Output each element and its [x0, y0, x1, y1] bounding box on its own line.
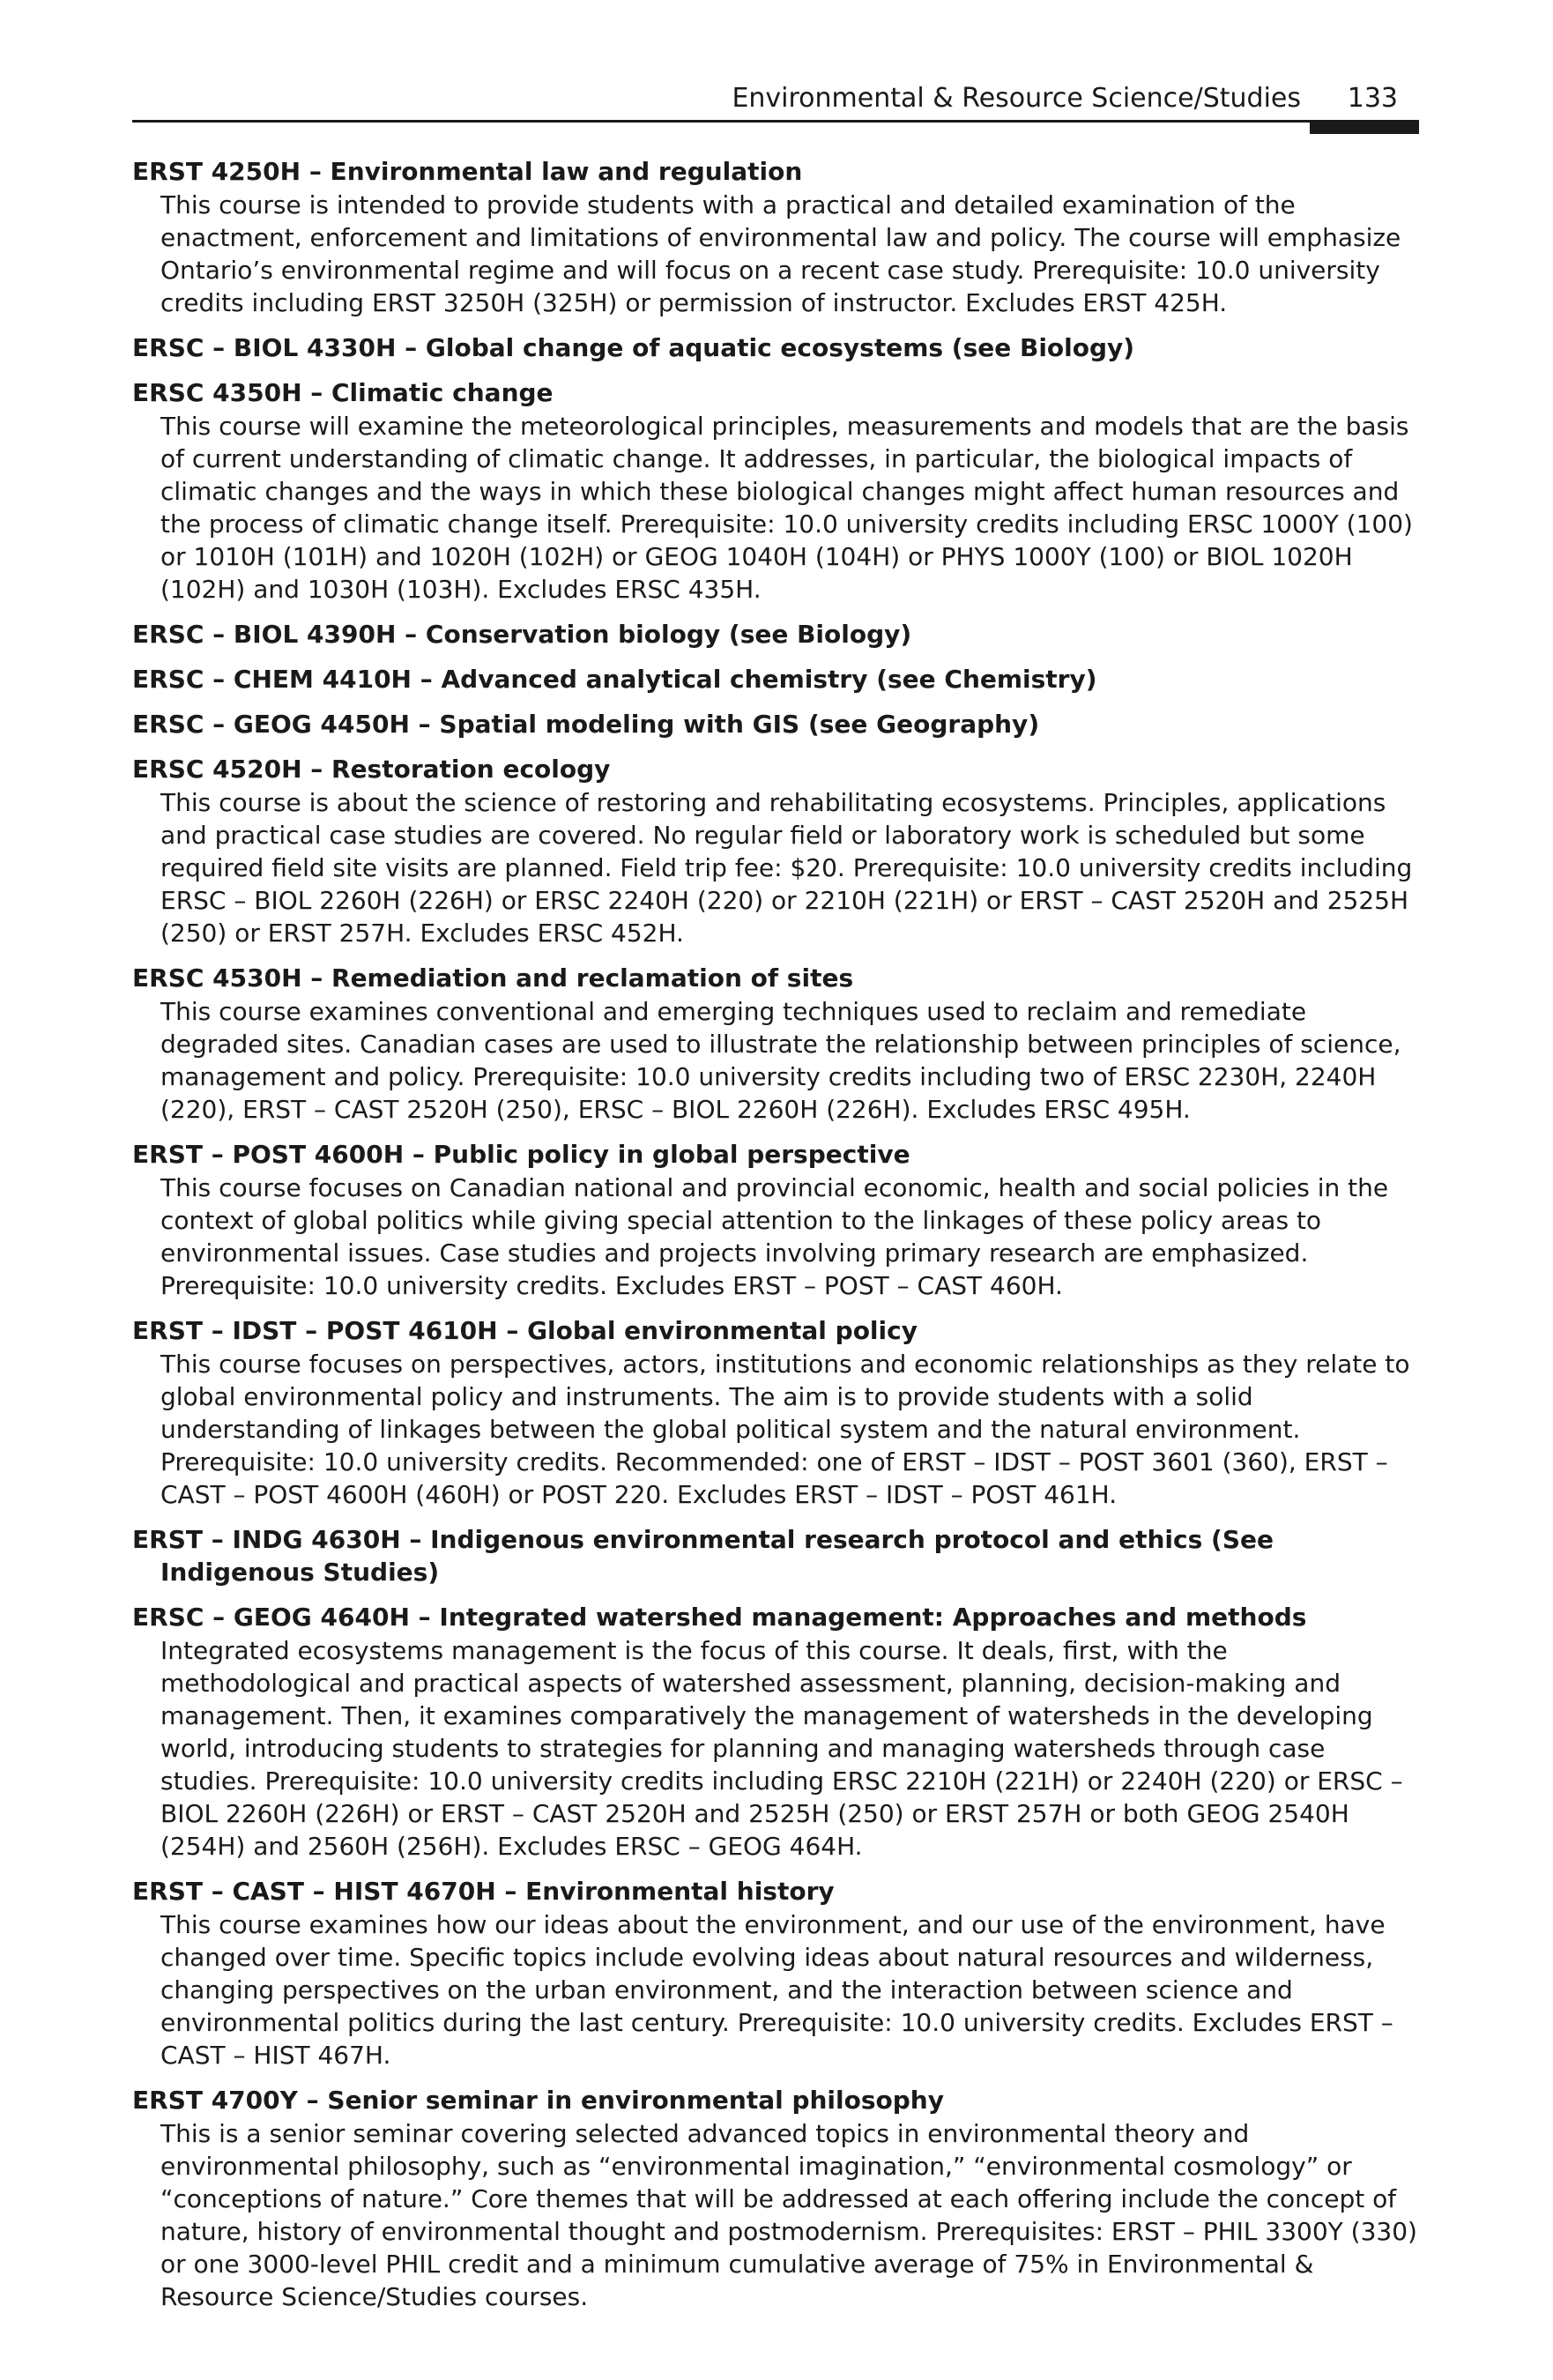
section-title: Environmental & Resource Science/Studies	[732, 83, 1301, 114]
course-description: This is a senior seminar covering selected advanced topics in environmental theory and environmental philosophy, such as “environmental imagination,” “environmental cosmology” or “conceptions of nature.” Core themes that will be addressed at each offering include the concept of nature, history of environmental thought and postmodernism. Prerequisites: ERST – PHIL 3300Y (330) or one 3000-level PHIL credit and a minimum cumulative average of 75% in Environmental & Resource Science/Studies courses.	[160, 2119, 1417, 2311]
course-title: ERSC – BIOL 4330H – Global change of aquatic ecosystems (see Biology)	[132, 333, 1135, 362]
course-entry	[132, 962, 1419, 1126]
course-title: ERST – IDST – POST 4610H – Global environmental policy	[132, 1316, 918, 1345]
course-entry	[132, 1138, 1419, 1302]
course-entry	[132, 376, 1419, 606]
course-title: ERST – INDG 4630H – Indigenous environmental research protocol and ethics (See Indigenous Studies)	[132, 1525, 1274, 1587]
course-title: ERSC 4530H – Remediation and reclamation of sites	[132, 963, 854, 993]
course-description: Integrated ecosystems management is the focus of this course. It deals, first, with the methodological and practical aspects of watershed assessment, planning, decision-making and management. Then, it examines comparatively the management of watersheds in the developing world, introducing students to strategies for planning and managing watersheds through case studies. Prerequisite: 10.0 university credits including ERSC 2210H (221H) or 2240H (220) or ERSC – BIOL 2260H (226H) or ERST – CAST 2520H and 2525H (250) or ERST 257H or both GEOG 2540H (254H) and 2560H (256H). Excludes ERSC – GEOG 464H.	[160, 1636, 1403, 1861]
course-title: ERST – CAST – HIST 4670H – Environmental history	[132, 1877, 835, 1906]
course-description: This course will examine the meteorological principles, measurements and models that are the basis of current understanding of climatic change. It addresses, in particular, the biological impacts of climatic changes and the ways in which these biological changes might affect human resources and the process of climatic change itself. Prerequisite: 10.0 university credits including ERSC 1000Y (100) or 1010H (101H) and 1020H (102H) or GEOG 1040H (104H) or PHYS 1000Y (100) or BIOL 1020H (102H) and 1030H (103H). Excludes ERSC 435H.	[160, 412, 1413, 604]
course-title: ERSC 4520H – Restoration ecology	[132, 755, 611, 784]
course-entry	[132, 1601, 1419, 1863]
course-title: ERSC – CHEM 4410H – Advanced analytical chemistry (see Chemistry)	[132, 665, 1097, 694]
course-entry	[132, 155, 1419, 319]
course-entry	[132, 2084, 1419, 2313]
course-title: ERST – POST 4600H – Public policy in global perspective	[132, 1140, 910, 1169]
course-title: ERSC – GEOG 4640H – Integrated watershed management: Approaches and methods	[132, 1603, 1307, 1632]
course-list	[132, 155, 1419, 2325]
course-entry	[132, 1523, 1419, 1588]
course-entry	[132, 1875, 1419, 2071]
course-title: ERSC – GEOG 4450H – Spatial modeling with GIS (see Geography)	[132, 710, 1040, 739]
course-description: This course is intended to provide students with a practical and detailed examination of the enactment, enforcement and limitations of environmental law and policy. The course will emphasize Ontario’s environmental regime and will focus on a recent case study. Prerequisite: 10.0 university credits including ERST 3250H (325H) or permission of instructor. Excludes ERST 425H.	[160, 190, 1401, 317]
course-description: This course examines how our ideas about the environment, and our use of the environment, have changed over time. Specific topics include evolving ideas about natural resources and wilderness, changing perspectives on the urban environment, and the interaction between science and environmental politics during the last century. Prerequisite: 10.0 university credits. Excludes ERST – CAST – HIST 467H.	[160, 1910, 1393, 2070]
header-tab-marker	[1310, 120, 1419, 134]
course-entry	[132, 708, 1419, 740]
page-number: 133	[1347, 83, 1398, 114]
course-title: ERSC – BIOL 4390H – Conservation biology (see Biology)	[132, 620, 912, 649]
course-entry	[132, 331, 1419, 364]
course-description: This course is about the science of restoring and rehabilitating ecosystems. Principles, applications and practical case studies are covered. No regular field or laboratory work is scheduled but some required field site visits are planned. Field trip fee: $20. Prerequisite: 10.0 university credits including ERSC – BIOL 2260H (226H) or ERSC 2240H (220) or 2210H (221H) or ERST – CAST 2520H and 2525H (250) or ERST 257H. Excludes ERSC 452H.	[160, 788, 1413, 948]
course-title: ERST 4250H – Environmental law and regulation	[132, 157, 803, 186]
course-entry	[132, 753, 1419, 949]
course-title: ERSC 4350H – Climatic change	[132, 378, 554, 407]
course-entry	[132, 663, 1419, 695]
page-header	[132, 74, 1419, 120]
course-description: This course focuses on perspectives, actors, institutions and economic relationships as they relate to global environmental policy and instruments. The aim is to provide students with a solid understanding of linkages between the global political system and the natural environment. Prerequisite: 10.0 university credits. Recommended: one of ERST – IDST – POST 3601 (360), ERST – CAST – POST 4600H (460H) or POST 220. Excludes ERST – IDST – POST 461H.	[160, 1350, 1410, 1509]
course-entry	[132, 618, 1419, 651]
course-title: ERST 4700Y – Senior seminar in environmental philosophy	[132, 2086, 944, 2115]
course-description: This course examines conventional and emerging techniques used to reclaim and remediate degraded sites. Canadian cases are used to illustrate the relationship between principles of science, management and policy. Prerequisite: 10.0 university credits including two of ERSC 2230H, 2240H (220), ERST – CAST 2520H (250), ERSC – BIOL 2260H (226H). Excludes ERSC 495H.	[160, 997, 1401, 1124]
course-entry	[132, 1314, 1419, 1511]
header-rule	[132, 120, 1419, 123]
course-description: This course focuses on Canadian national and provincial economic, health and social policies in the context of global politics while giving special attention to the linkages of these policy areas to environmental issues. Case studies and projects involving primary research are emphasized. Prerequisite: 10.0 university credits. Excludes ERST – POST – CAST 460H.	[160, 1173, 1389, 1300]
